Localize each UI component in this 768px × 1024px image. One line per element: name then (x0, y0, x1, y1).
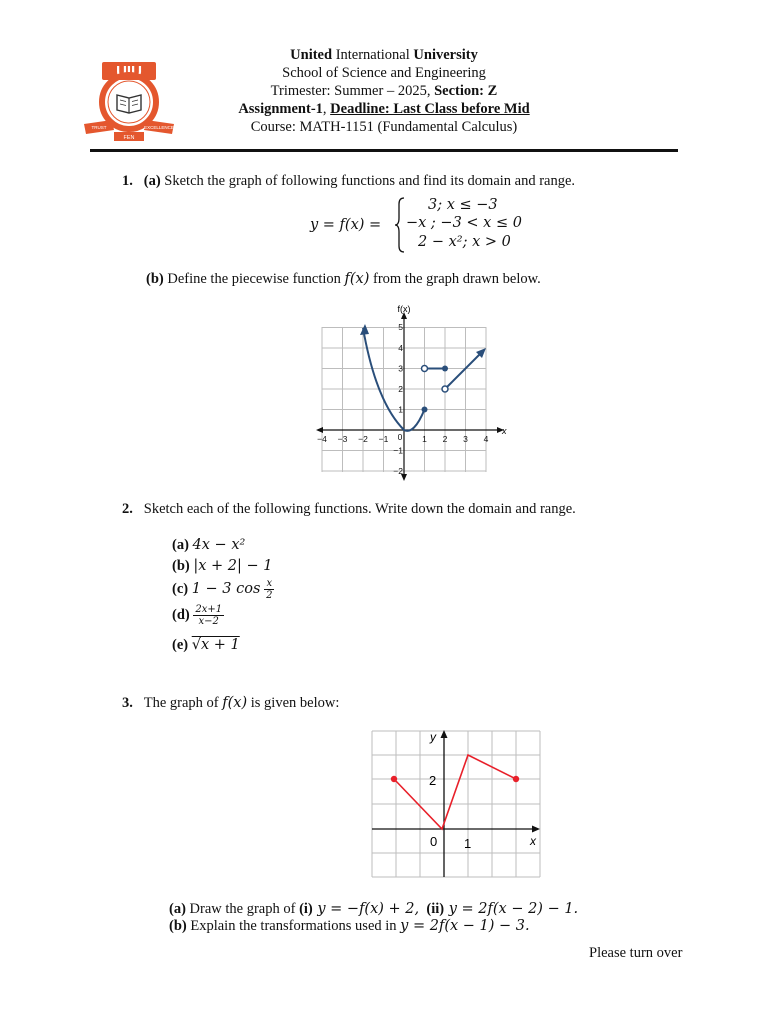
x-tick-1: 1 (464, 836, 472, 851)
y-tick-2: 2 (429, 773, 437, 788)
case-2: −x ; −3 < x ≤ 0 (406, 215, 522, 231)
svg-text:4: 4 (483, 434, 489, 444)
q3-graph (370, 727, 546, 885)
svg-text:TRUST: TRUST (91, 125, 107, 130)
open-dot (422, 366, 428, 372)
turn-over-note: Please turn over (589, 945, 683, 961)
formula-lhs: y = f(x) = (310, 217, 382, 233)
q1-graph-svg (314, 302, 510, 482)
q3-part-b: (b) Explain the transformations used in y = 2f(x − 1) − 3. (169, 918, 530, 934)
parabola-curve (363, 328, 425, 431)
svg-text:0: 0 (397, 432, 403, 442)
f-graph-line (394, 755, 516, 829)
q1-part-b: (b) Define the piecewise function f(x) from the graph drawn below. (146, 271, 541, 287)
header-university: United International University (290, 47, 478, 63)
svg-text:5: 5 (398, 322, 403, 332)
q3-part-a: (a) Draw the graph of (i) y = −f(x) + 2, (ii) y = 2f(x − 2) − 1. (169, 901, 579, 917)
q3-graph-svg (370, 727, 546, 880)
q1-graph (314, 302, 510, 487)
svg-text:EXCELLENCE: EXCELLENCE (144, 125, 174, 130)
uiu-crest-icon (82, 58, 176, 144)
q1-piecewise-formula (310, 194, 530, 256)
endpoint-dot (513, 776, 519, 782)
svg-text:3: 3 (398, 363, 403, 374)
svg-text:−4: −4 (317, 434, 327, 444)
q2-prompt: 2. Sketch each of the following functions. Write down the domain and range. (122, 501, 576, 517)
left-brace-icon (394, 196, 406, 254)
q2-item-b: (b) |x + 2| − 1 (172, 558, 273, 574)
closed-dot (422, 407, 428, 413)
q2-item-c: (c) 1 − 3 cos $\frac{x}{2}$ (172, 578, 273, 601)
header-divider (90, 149, 678, 152)
closed-dot (442, 366, 448, 372)
svg-text:4: 4 (398, 343, 403, 353)
svg-text:−2: −2 (358, 434, 368, 444)
origin-label: 0 (430, 834, 438, 849)
svg-text:2: 2 (442, 434, 448, 444)
x-axis-label: x (502, 426, 507, 436)
q3-prompt: 3. The graph of f(x) is given below: (122, 695, 340, 711)
svg-text:3: 3 (463, 434, 468, 444)
q1-part-a: 1. (a) Sketch the graph of following functions and find its domain and range. (122, 173, 576, 189)
header-trimester: Trimester: Summer – 2025, Section: Z (270, 83, 498, 99)
svg-text:UIU: UIU (116, 63, 142, 80)
university-logo (82, 58, 176, 144)
svg-text:1: 1 (422, 434, 427, 444)
svg-text:−3: −3 (337, 434, 348, 444)
x-axis-label: x (530, 834, 536, 848)
header-course: Course: MATH-1151 (Fundamental Calculus) (250, 119, 518, 135)
header-assignment: Assignment-1, Deadline: Last Class before Mid (238, 101, 530, 117)
svg-text:−2: −2 (393, 466, 403, 476)
y-axis-label: y (430, 730, 436, 744)
case-1: 3; x ≤ −3 (428, 197, 498, 213)
q2-item-e: (e) √x + 1 (172, 637, 240, 653)
svg-text:−1: −1 (393, 445, 403, 456)
endpoint-dot (391, 776, 397, 782)
svg-text:FEN: FEN (123, 135, 135, 141)
q2-item-a: (a) 4x − x² (172, 537, 246, 553)
svg-text:−1: −1 (378, 434, 389, 444)
open-dot (442, 386, 448, 392)
q2-item-d: (d) $\frac{2x+1}{x-2}$ (172, 604, 223, 627)
svg-text:2: 2 (398, 384, 403, 394)
y-axis-label: f(x) (397, 304, 411, 314)
header-school: School of Science and Engineering (282, 65, 486, 81)
svg-text:1: 1 (398, 404, 403, 415)
case-3: 2 − x²; x > 0 (418, 234, 511, 250)
